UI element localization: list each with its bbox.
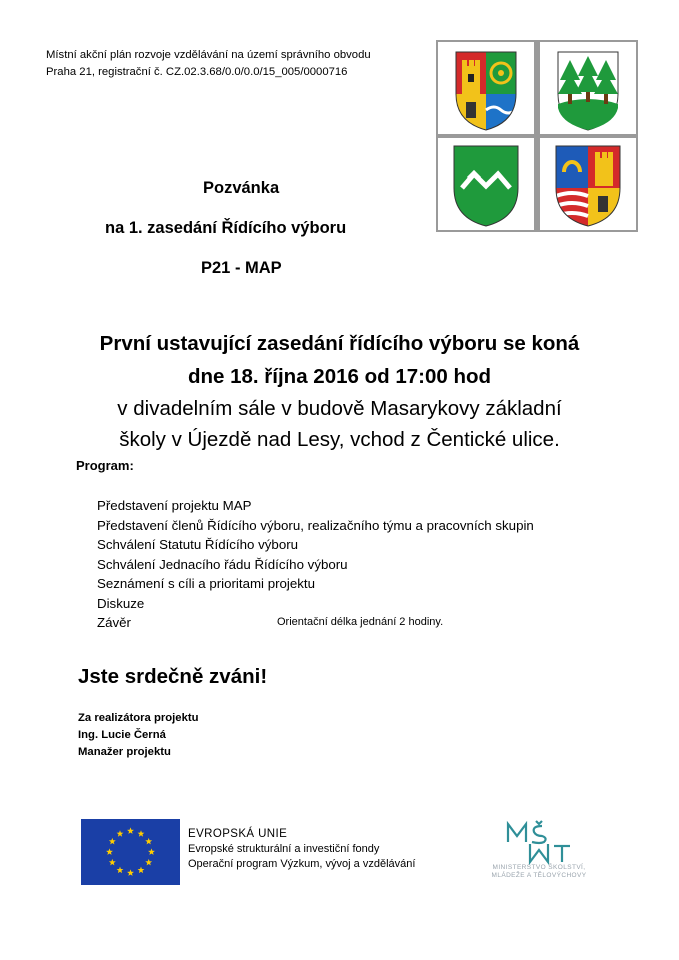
eu-star-icon: [148, 848, 155, 855]
signature-block: [78, 710, 199, 761]
eu-text: [188, 827, 415, 872]
crest-horseshoe-castle: [540, 138, 636, 230]
eu-star-icon: [117, 830, 124, 837]
program-item: Diskuze: [97, 595, 145, 611]
crest-castle-mill: [438, 42, 534, 134]
announcement-date: dne 18. října 2016 od 17:00 hod: [187, 365, 492, 388]
header-line-1: Místní akční plán rozvoje vzdělávání na území správního obvodu: [46, 49, 371, 61]
announcement-venue: v divadelním sále v budově Masarykovy základní: [117, 397, 562, 420]
eu-title: EVROPSKÁ UNIE: [188, 828, 288, 840]
crests-panel: [436, 40, 638, 232]
eu-star-icon: [117, 867, 124, 874]
program-item: Schválení Statutu Řídícího výboru: [97, 537, 299, 552]
invitation-project: P21 - MAP: [201, 259, 282, 277]
msmt-line-1: MINISTERSTVO ŠKOLSTVÍ,: [492, 864, 586, 871]
eu-star-icon: [109, 859, 116, 866]
header-line-2: Praha 21, registrační č. CZ.02.3.68/0.0/0.0/15_005/0000716: [46, 66, 348, 78]
announcement-entrance: školy v Újezdě nad Lesy, vchod z Čentické ulice.: [119, 428, 560, 451]
signature-title: Manažer projektu: [78, 746, 171, 758]
eu-flag-icon: [81, 819, 180, 885]
program-item: Představení členů Řídícího výboru, realizačního týmu a pracovních skupin: [97, 517, 534, 533]
program-item: Závěr: [97, 615, 131, 630]
announcement-line-1: První ustavující zasedání řídícího výboru se koná: [99, 332, 580, 355]
duration-note: Orientační délka jednání 2 hodiny.: [277, 616, 444, 628]
eu-star-icon: [138, 867, 145, 874]
eu-star-icon: [127, 869, 134, 876]
msmt-line-2: MLÁDEŽE A TĚLOVÝCHOVY: [491, 872, 587, 879]
invitation-title: Pozvánka: [203, 179, 280, 197]
program-item: Představení projektu MAP: [97, 498, 252, 513]
eu-star-icon: [106, 848, 113, 855]
eu-star-icon: [109, 838, 116, 845]
eu-star-icon: [138, 830, 145, 837]
eu-star-icon: [145, 838, 152, 845]
program-item: Schválení Jednacího řádu Řídícího výboru: [97, 556, 348, 572]
crest-three-trees: [540, 42, 636, 134]
program-label: Program:: [76, 458, 134, 473]
header-text: [46, 47, 371, 81]
eu-funds: Evropské strukturální a investiční fondy: [188, 843, 380, 855]
crest-green-chevrons: [438, 138, 534, 230]
msmt-caption: [464, 864, 614, 880]
signature-name: Ing. Lucie Černá: [78, 729, 166, 741]
invitation-subtitle: na 1. zasedání Řídícího výboru: [105, 219, 347, 237]
signature-role: Za realizátora projektu: [78, 712, 199, 724]
eu-programme: Operační program Výzkum, vývoj a vzdělávání: [188, 858, 416, 870]
program-list: [97, 496, 534, 633]
eu-star-icon: [127, 827, 134, 834]
closing-text: Jste srdečně zváni!: [78, 665, 268, 688]
eu-star-icon: [145, 859, 152, 866]
program-item: Seznámení s cíli a prioritami projektu: [97, 576, 316, 591]
